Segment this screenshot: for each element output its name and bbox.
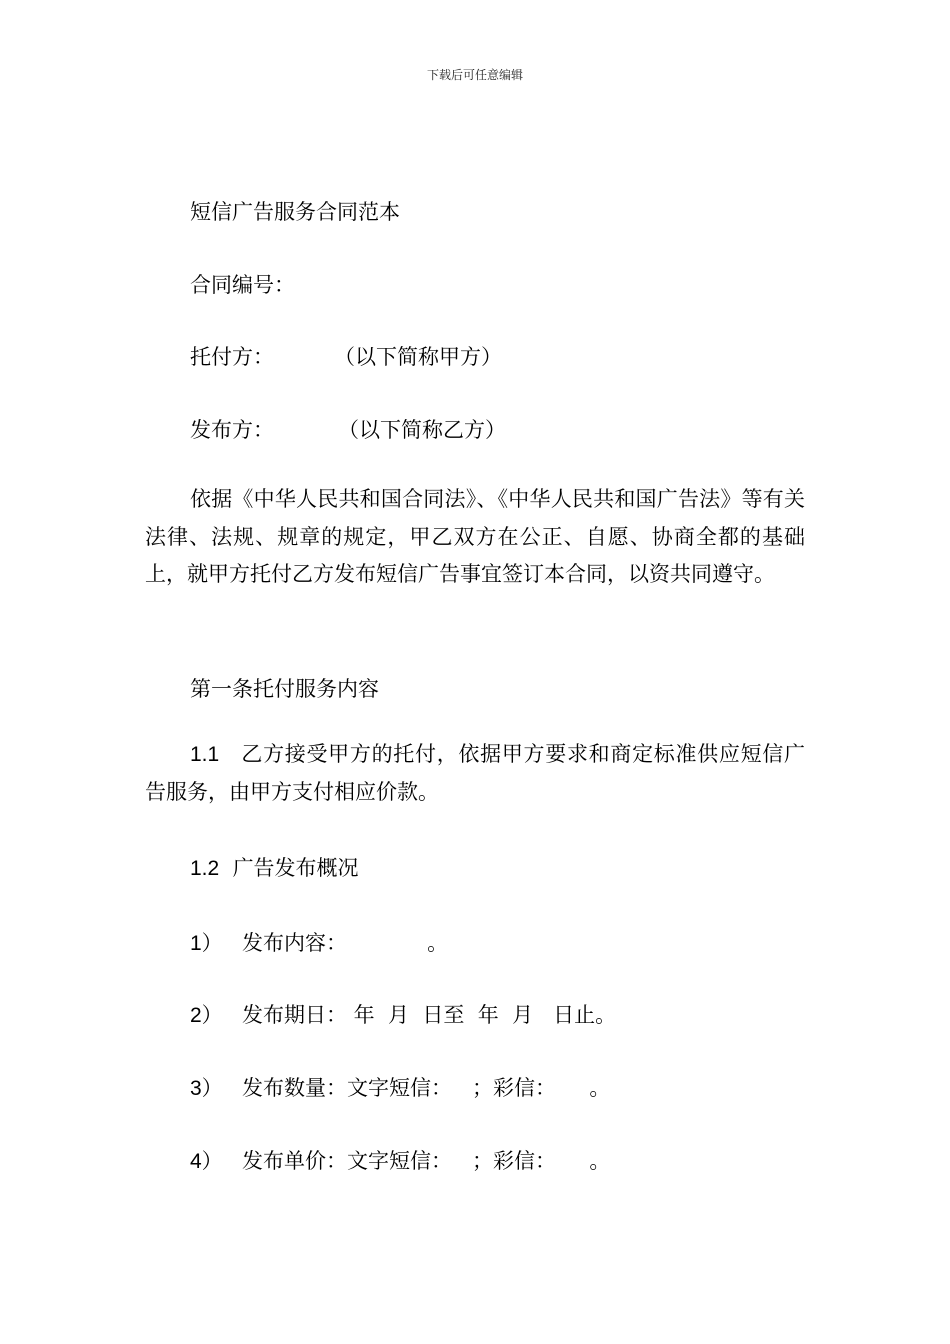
page-header: 下载后可任意编辑: [426, 68, 523, 82]
list-item-number: 4）: [190, 1150, 223, 1173]
clause-1-2-number: 1.2: [190, 857, 220, 880]
list-item: [190, 999, 616, 1029]
contract-number-label: 合同编号：: [190, 273, 295, 297]
party-b-line: [190, 414, 506, 444]
clause-1-1-number: 1.1: [190, 743, 220, 766]
preamble-paragraph: 依据《中华人民共和国合同法》、《中华人民共和国广告法》等有关法律、法规、规章的规定，甲乙双方在公正、自愿、协商全都的基础上，就甲方托付乙方发布短信广告事宜签订本合同，以资共同遵守。: [145, 487, 805, 586]
clause-1-2: [190, 852, 359, 882]
list-item-number: 3）: [190, 1077, 223, 1100]
clause-1-2-text: 广告发布概况: [232, 856, 359, 880]
party-b-label: 发布方：: [190, 418, 274, 442]
document-title: 短信广告服务合同范本: [190, 200, 400, 224]
list-item-text: 发布单价：文字短信： ；彩信： 。: [242, 1149, 611, 1173]
list-item: [190, 927, 448, 957]
list-item-number: 2）: [190, 1004, 223, 1027]
article-1-title: 第一条托付服务内容: [190, 677, 379, 701]
clause-1-1: [145, 736, 805, 811]
party-a-note: （以下简称甲方）: [334, 345, 502, 369]
list-item-text: 发布期日： 年 月 日至 年 月 日止。: [242, 1003, 617, 1027]
list-item: [190, 1145, 610, 1175]
list-item: [190, 1072, 610, 1102]
party-a-label: 托付方：: [190, 345, 274, 369]
party-a-line: [190, 341, 502, 371]
list-item-number: 1）: [190, 932, 223, 955]
clause-1-1-text: 乙方接受甲方的托付，依据甲方要求和商定标准供应短信广告服务，由甲方支付相应价款。: [145, 742, 806, 804]
list-item-text: 发布内容： 。: [242, 931, 449, 955]
party-b-note: （以下简称乙方）: [338, 418, 506, 442]
list-item-text: 发布数量：文字短信： ；彩信： 。: [242, 1076, 611, 1100]
